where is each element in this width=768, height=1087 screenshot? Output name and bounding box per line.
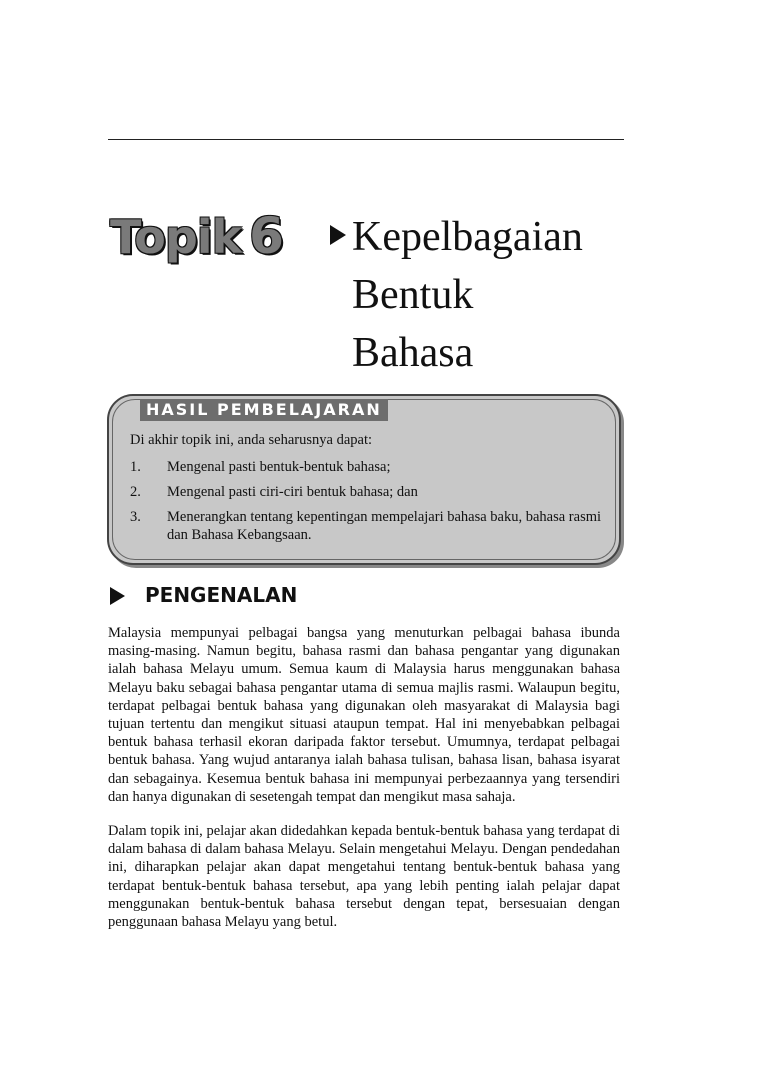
outcome-number: 1.	[130, 459, 141, 475]
outcome-number: 3.	[130, 509, 141, 525]
section-arrow-icon	[110, 587, 125, 605]
topic-number: 6	[249, 207, 283, 265]
outcome-text: Menerangkan tentang kepentingan mempelajari bahasa baku, bahasa rasmi dan Bahasa Kebangsaan.	[167, 509, 602, 543]
paragraph: Malaysia mempunyai pelbagai bangsa yang menuturkan pelbagai bahasa ibunda masing-masing. Namun begitu, bahasa rasmi dan bahasa pengantar yang digunakan ialah bahasa Melayu umum. Semua kaum di Malaysia harus menggunakan bahasa Melayu baku sebagai bahasa pengantar utama di semua majlis rasmi. Walaupun begitu, terdapat pelbagai bentuk bahasa yang digunakan oleh masyarakat di Malaysia bagi tujuan tertentu dan mengikut situasi ataupun tempat. Hal ini menyebabkan pelbagai bentuk bahasa terhasil ekoran daripada faktor tersebut. Umumnya, terdapat pelbagai bentuk bahasa. Yang wujud antaranya ialah bahasa tulisan, bahasa lisan, bahasa isyarat dan sebagainya. Kesemua bentuk bahasa ini mempunyai perbezaannya yang tersendiri dan hanya digunakan di sesetengah tempat dan mengikut masa sahaja.	[108, 625, 620, 805]
topic-word: Topik	[110, 210, 242, 264]
topic-label	[110, 207, 283, 265]
learning-outcomes-intro: Di akhir topik ini, anda seharusnya dapat:	[130, 432, 373, 448]
top-rule	[108, 139, 624, 140]
outcome-number: 2.	[130, 484, 141, 500]
title-arrow-icon	[330, 225, 346, 245]
paragraph: Dalam topik ini, pelajar akan didedahkan kepada bentuk-bentuk bahasa yang terdapat di dalam bahasa di dalam bahasa Melayu. Selain mengetahui Melayu. Dengan pendedahan ini, diharapkan pelajar akan dapat mengetahui tentang bentuk-bentuk bahasa yang terdapat bentuk-bentuk bahasa tersebut, apa yang lebih penting ialah pelajar dapat menggunakan bentuk-bentuk bahasa tersebut dengan tepat, bersesuaian dengan penggunaan bahasa Melayu yang betul.	[108, 823, 620, 931]
outcome-text: Mengenal pasti ciri-ciri bentuk bahasa; dan	[167, 484, 418, 500]
section-heading: PENGENALAN	[145, 583, 298, 607]
title-line: Kepelbagaian	[352, 214, 583, 260]
outcome-text: Mengenal pasti bentuk-bentuk bahasa;	[167, 459, 391, 475]
chapter-title	[352, 208, 583, 382]
title-line: Bentuk	[352, 272, 474, 318]
learning-outcomes-heading: HASIL PEMBELAJARAN	[140, 399, 388, 421]
title-line: Bahasa	[352, 330, 474, 376]
